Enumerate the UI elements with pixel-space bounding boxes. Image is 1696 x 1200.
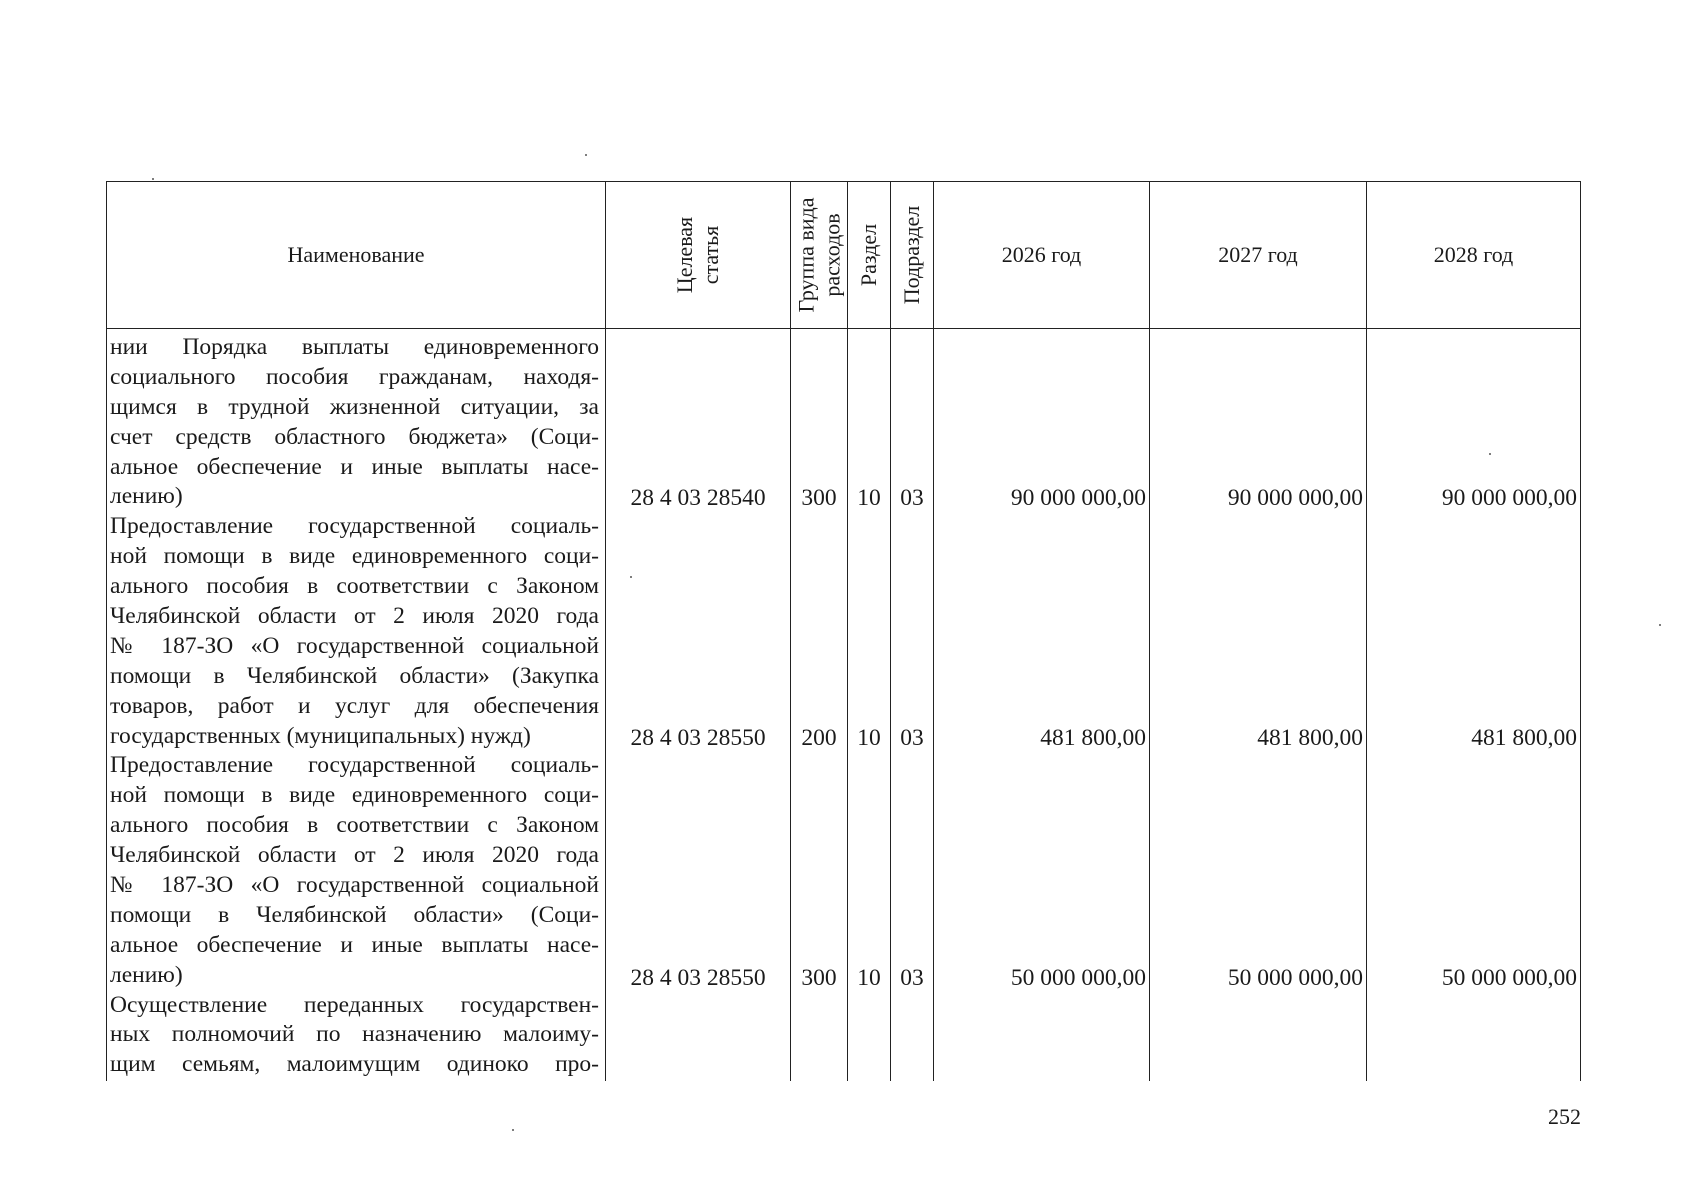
header-subsection-label: Подраздел <box>899 205 925 305</box>
header-target-article <box>606 182 790 328</box>
row1-year-2026: 90 000 000,00 <box>1010 485 1146 511</box>
row1-year-2027: 90 000 000,00 <box>1227 485 1363 511</box>
row3-expense-group: 300 <box>801 965 837 991</box>
row2-target-article: 28 4 03 28550 <box>630 725 766 751</box>
name-line: Предоставление государственной социаль- <box>110 513 599 540</box>
header-year-2028-label: 2028 год <box>1433 242 1514 267</box>
name-line: Предоставление государственной социаль- <box>110 752 599 779</box>
row1-subsection: 03 <box>900 485 924 511</box>
header-expense-group-line1: Группа вида <box>793 197 819 313</box>
name-line: № 187-ЗО «О государственной социальной <box>110 872 599 899</box>
name-line: помощи в Челябинской области» (Соци- <box>110 901 599 928</box>
header-expense-group <box>791 182 847 328</box>
name-column-text <box>110 333 599 1080</box>
row3-year-2027: 50 000 000,00 <box>1227 965 1363 991</box>
header-section-label: Раздел <box>856 223 882 287</box>
header-target-article-line2: статья <box>697 225 723 285</box>
row1-target-article: 28 4 03 28540 <box>630 485 766 511</box>
row2-subsection: 03 <box>900 725 924 751</box>
scan-speck <box>152 178 154 180</box>
header-divider <box>106 328 1581 329</box>
name-line: социального пособия гражданам, находя- <box>110 363 599 390</box>
name-line: нии Порядка выплаты единовременного <box>110 334 599 360</box>
row2-section: 10 <box>857 725 881 751</box>
row2-expense-group: 200 <box>801 725 837 751</box>
header-year-2026 <box>934 182 1149 328</box>
header-section <box>848 182 890 328</box>
name-line: ального пособия в соответствии с Законом <box>110 812 599 839</box>
name-line: альное обеспечение и иные выплаты насе- <box>110 453 599 480</box>
header-subsection <box>891 182 933 328</box>
name-line: ных полномочий по назначению малоиму- <box>110 1021 599 1048</box>
row1-expense-group: 300 <box>801 485 837 511</box>
name-line: лению) <box>110 483 183 510</box>
name-line: альное обеспечение и иные выплаты насе- <box>110 931 599 958</box>
row3-year-2026: 50 000 000,00 <box>1010 965 1146 991</box>
header-year-2027 <box>1150 182 1366 328</box>
name-line: помощи в Челябинской области» (Закупка <box>110 662 599 689</box>
scan-speck <box>1489 453 1491 455</box>
header-year-2027-label: 2027 год <box>1218 242 1298 267</box>
row2-year-2026: 481 800,00 <box>1040 725 1146 751</box>
row3-subsection: 03 <box>900 965 924 991</box>
row1-year-2028: 90 000 000,00 <box>1441 485 1577 511</box>
name-line: ной помощи в виде единовременного соци- <box>110 782 599 809</box>
name-line: счет средств областного бюджета» (Соци- <box>110 423 599 450</box>
row1-section: 10 <box>857 485 881 511</box>
header-name <box>107 182 605 328</box>
name-line: щим семьям, малоимущим одиноко про- <box>110 1051 599 1078</box>
page-number: 252 <box>1548 1104 1581 1129</box>
header-year-2026-label: 2026 год <box>1001 242 1082 267</box>
scan-speck <box>1659 624 1661 626</box>
name-line: Челябинской области от 2 июля 2020 года <box>110 603 599 630</box>
name-line: № 187-ЗО «О государственной социальной <box>110 632 599 659</box>
name-line: Челябинской области от 2 июля 2020 года <box>110 842 599 869</box>
row3-section: 10 <box>857 965 881 991</box>
scan-speck <box>512 1129 514 1131</box>
header-name-label: Наименование <box>287 242 425 267</box>
header-expense-group-line2: расходов <box>819 213 845 297</box>
scan-speck <box>585 154 587 156</box>
name-line: щимся в трудной жизненной ситуации, за <box>110 393 599 420</box>
name-line: ального пособия в соответствии с Законом <box>110 573 599 600</box>
name-line: ной помощи в виде единовременного соци- <box>110 543 599 570</box>
name-line: лению) <box>110 961 183 988</box>
header-year-2028 <box>1367 182 1580 328</box>
row3-year-2028: 50 000 000,00 <box>1441 965 1577 991</box>
row2-year-2027: 481 800,00 <box>1257 725 1363 751</box>
name-line: товаров, работ и услуг для обеспечения <box>110 692 599 719</box>
row2-year-2028: 481 800,00 <box>1471 725 1577 751</box>
row3-target-article: 28 4 03 28550 <box>630 965 766 991</box>
name-line: государственных (муниципальных) нужд) <box>110 722 531 749</box>
scan-speck <box>630 576 632 578</box>
name-line: Осуществление переданных государствен- <box>110 991 599 1018</box>
header-target-article-line1: Целевая <box>671 216 697 294</box>
